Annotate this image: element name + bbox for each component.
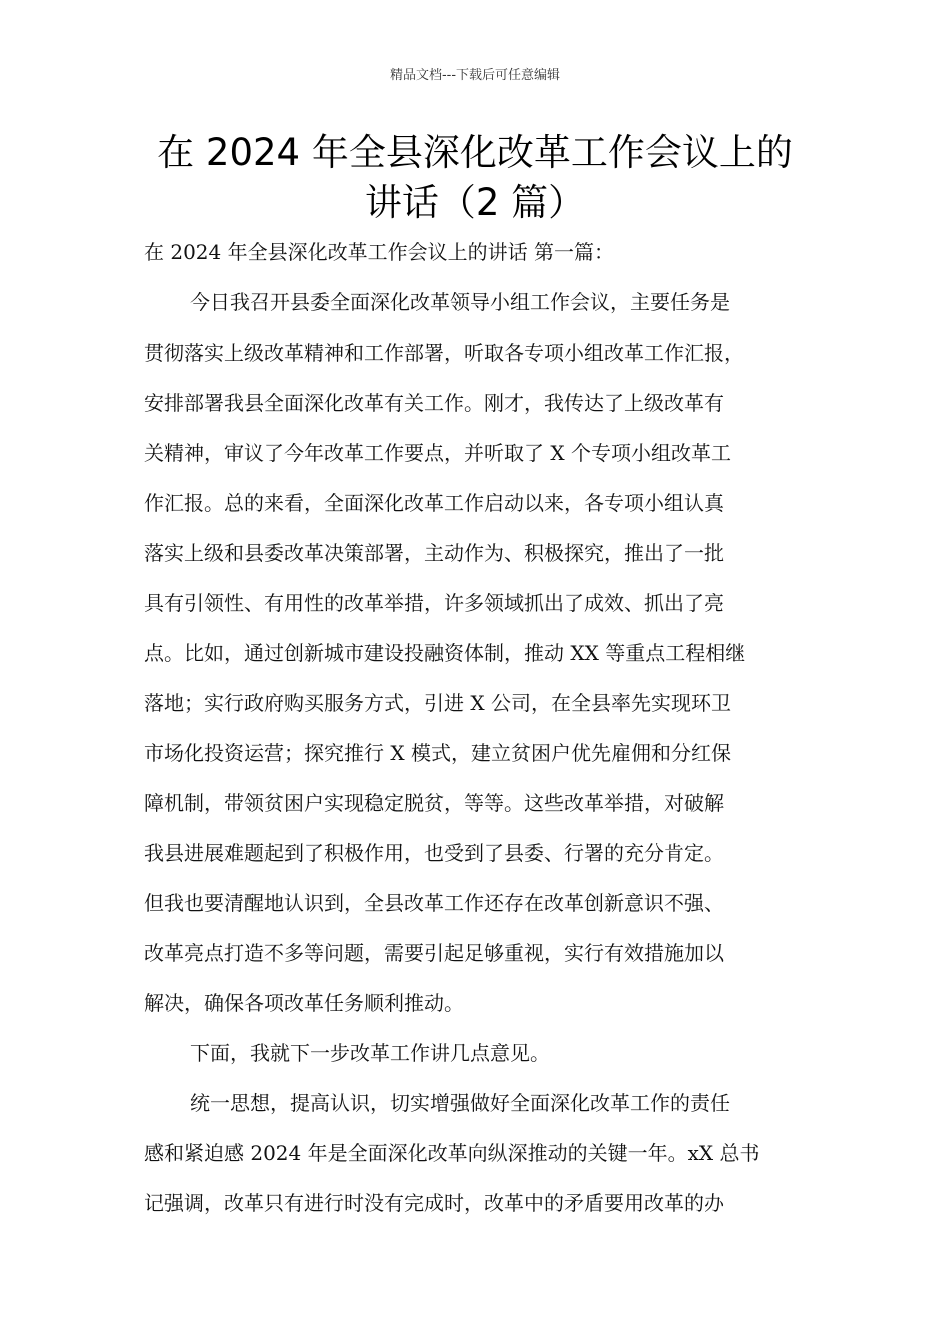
paragraph-line: 改革亮点打造不多等问题，需要引起足够重视，实行有效措施加以 xyxy=(144,941,724,965)
paragraph-line: 记强调，改革只有进行时没有完成时，改革中的矛盾要用改革的办 xyxy=(144,1191,724,1215)
paragraph-line: 贯彻落实上级改革精神和工作部署，听取各专项小组改革工作汇报， xyxy=(144,341,744,365)
paragraph-line: 统一思想，提高认识，切实增强做好全面深化改革工作的责任 xyxy=(190,1091,730,1115)
paragraph-line: 落地；实行政府购买服务方式，引进 X 公司，在全县率先实现环卫 xyxy=(144,691,731,715)
paragraph-line: 作汇报。总的来看，全面深化改革工作启动以来，各专项小组认真 xyxy=(144,491,724,515)
paragraph-line: 我县进展难题起到了积极作用，也受到了县委、行署的充分肯定。 xyxy=(144,841,724,865)
paragraph-line: 落实上级和县委改革决策部署，主动作为、积极探究，推出了一批 xyxy=(144,541,724,565)
paragraph-line: 障机制，带领贫困户实现稳定脱贫，等等。这些改革举措，对破解 xyxy=(144,791,724,815)
paragraph-line: 下面，我就下一步改革工作讲几点意见。 xyxy=(190,1041,550,1065)
paragraph-line: 安排部署我县全面深化改革有关工作。刚才，我传达了上级改革有 xyxy=(144,391,724,415)
page-header: 精品文档---下载后可任意编辑 xyxy=(389,68,561,83)
paragraph-line: 具有引领性、有用性的改革举措，许多领域抓出了成效、抓出了亮 xyxy=(144,591,724,615)
paragraph-line: 今日我召开县委全面深化改革领导小组工作会议，主要任务是 xyxy=(190,290,730,314)
paragraph-line: 关精神，审议了今年改革工作要点，并听取了 X 个专项小组改革工 xyxy=(144,441,731,465)
document-title xyxy=(100,128,850,228)
paragraph-line: 但我也要清醒地认识到，全县改革工作还存在改革创新意识不强、 xyxy=(144,891,724,915)
paragraph-line: 点。比如，通过创新城市建设投融资体制，推动 XX 等重点工程相继 xyxy=(144,641,746,665)
paragraph-line: 解决，确保各项改革任务顺利推动。 xyxy=(144,991,464,1015)
paragraph-line: 感和紧迫感 2024 年是全面深化改革向纵深推动的关键一年。xX 总书 xyxy=(144,1141,760,1165)
paragraph-line: 市场化投资运营；探究推行 X 模式，建立贫困户优先雇佣和分红保 xyxy=(144,741,731,765)
title-line-2: 讲话（2 篇） xyxy=(364,181,586,224)
section-subtitle: 在 2024 年全县深化改革工作会议上的讲话 第一篇： xyxy=(144,240,614,264)
title-line-1: 在 2024 年全县深化改革工作会议上的 xyxy=(157,131,793,174)
